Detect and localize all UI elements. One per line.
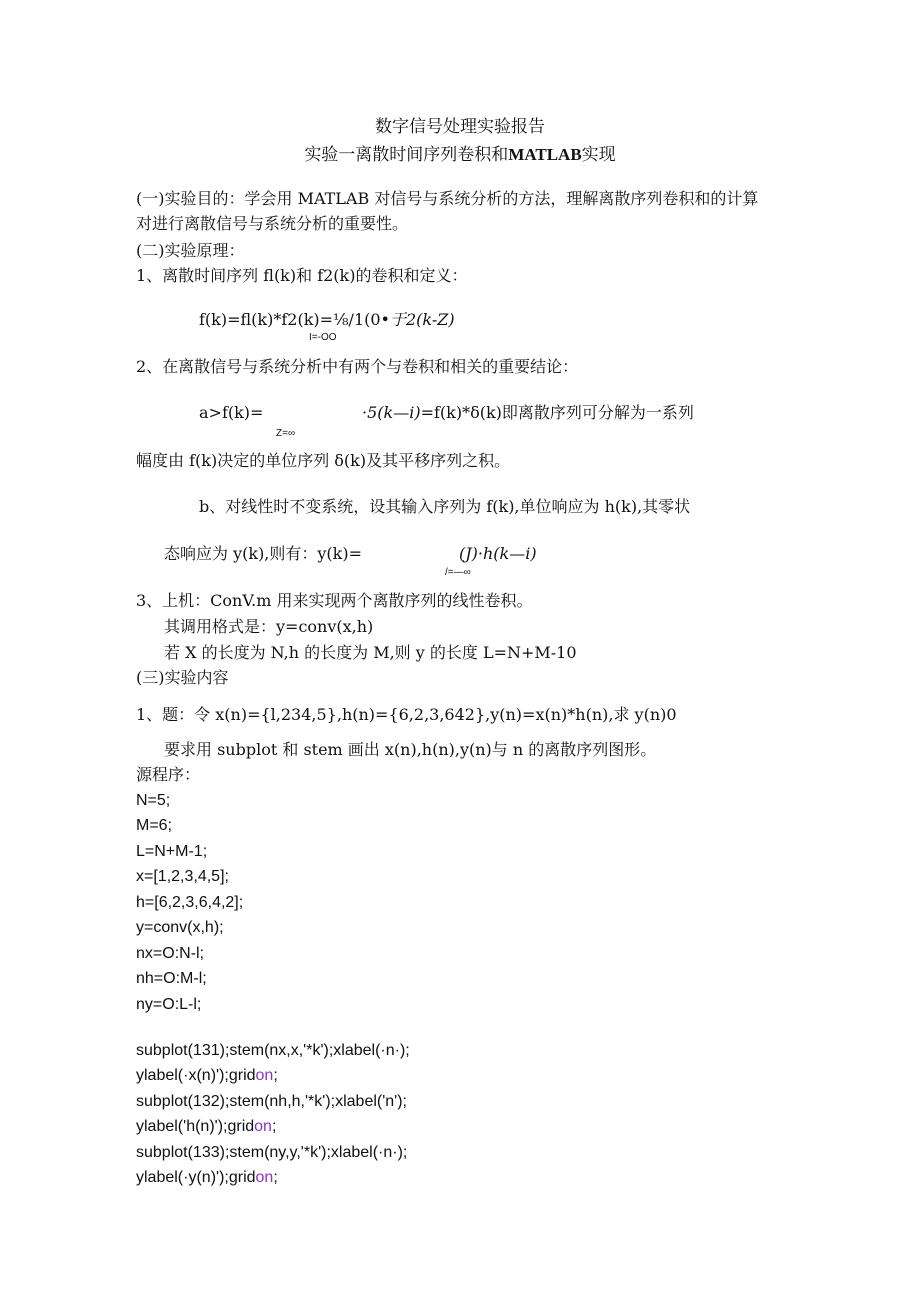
code-line: M=6; bbox=[136, 817, 173, 834]
report-title: 数字信号处理实验报告 bbox=[375, 117, 545, 137]
code-line: L=N+M-1; bbox=[136, 843, 208, 860]
experiment-title-post: 实现 bbox=[581, 145, 616, 165]
code-line: ny=O:L-l; bbox=[136, 996, 202, 1013]
code-grid-3 bbox=[136, 1168, 278, 1188]
code-line: nh=O:M-l; bbox=[136, 970, 207, 987]
source-label: 源程序： bbox=[136, 765, 201, 784]
code-semicolon: ; bbox=[271, 1118, 277, 1135]
purpose-line-2: 对进行离散信号与系统分析的重要性。 bbox=[136, 214, 409, 233]
code-keyword-on: on bbox=[255, 1067, 274, 1084]
formula-sum-limit: I=-OO bbox=[309, 332, 337, 343]
question-1: 1、题：令 x(n)={l,234,5},h(n)={6,2,3,642},y(n)=x(n)*h(n),求 y(n)0 bbox=[136, 705, 677, 724]
formula-main: f(k)=fl(k)*f2(k)=⅛/1(0• bbox=[199, 310, 390, 329]
conv-call-format: 其调用格式是：y=conv(x,h) bbox=[164, 617, 374, 636]
code-semicolon: ; bbox=[273, 1169, 278, 1186]
code-line: h=[6,2,3,6,4,2]; bbox=[136, 894, 244, 911]
conclusion-b-formula: (J)·h(k—i) bbox=[459, 544, 537, 563]
code-line: N=5; bbox=[136, 792, 171, 809]
code-subplot-3: subplot(133);stem(ny,y,'*k');xlabel(·n·); bbox=[136, 1144, 408, 1161]
code-keyword-on: on bbox=[254, 1118, 272, 1135]
principle-item-2: 2、在离散信号与系统分析中有两个与卷积和相关的重要结论： bbox=[136, 357, 579, 376]
experiment-title-pre: 实验一离散时间序列卷积和 bbox=[304, 145, 509, 165]
code-line: x=[1,2,3,4,5]; bbox=[136, 868, 229, 885]
conv-length-note: 若 X 的长度为 N,h 的长度为 M,则 y 的长度 L=N+M-10 bbox=[164, 643, 577, 662]
code-semicolon: ; bbox=[273, 1067, 278, 1084]
code-line: y=conv(x,h); bbox=[136, 919, 224, 936]
convolution-formula bbox=[199, 310, 455, 330]
principle-item-1: 1、离散时间序列 fl(k)和 f2(k)的卷积和定义： bbox=[136, 266, 468, 285]
purpose-line-1: (一)实验目的：学会用 MATLAB 对信号与系统分析的方法，理解离散序列卷积和的计算 bbox=[136, 189, 759, 208]
code-line: nx=O:N-l; bbox=[136, 945, 205, 962]
principle-heading: (二)实验原理： bbox=[136, 241, 245, 260]
code-subplot-2: subplot(132);stem(nh,h,'*k');xlabel('n'); bbox=[136, 1093, 407, 1110]
formula-italic: 于2(k-Z) bbox=[389, 310, 455, 329]
conclusion-a-right bbox=[362, 403, 694, 423]
conclusion-a-sum-limit: Z=∞ bbox=[276, 428, 296, 439]
conclusion-b-line-2: 态响应为 y(k),则有：y(k)= bbox=[164, 544, 363, 563]
conclusion-a-text: =f(k)*δ(k)即离散序列可分解为一系列 bbox=[420, 403, 694, 422]
code-grid-3-text: ylabel(·y(n)');grid bbox=[136, 1169, 256, 1186]
code-grid-2-text: ylabel('h(n)');grid bbox=[136, 1118, 255, 1135]
conclusion-b-sum-limit: /=—∞ bbox=[445, 567, 471, 578]
experiment-title-matlab: MATLAB bbox=[508, 145, 582, 164]
conclusion-a-continued: 幅度由 f(k)决定的单位序列 δ(k)及其平移序列之积。 bbox=[136, 451, 511, 470]
code-subplot-1: subplot(131);stem(nx,x,'*k');xlabel(·n·); bbox=[136, 1042, 410, 1059]
question-requirement: 要求用 subplot 和 stem 画出 x(n),h(n),y(n)与 n 的离散序列图形。 bbox=[164, 740, 657, 759]
principle-item-3: 3、上机：ConV.m 用来实现两个离散序列的线性卷积。 bbox=[136, 591, 533, 610]
code-grid-1-text: ylabel(·x(n)');grid bbox=[136, 1067, 256, 1084]
code-grid-2 bbox=[136, 1117, 276, 1137]
conclusion-a-left: a>f(k)= bbox=[199, 403, 264, 422]
experiment-title bbox=[0, 145, 920, 165]
code-keyword-on: on bbox=[255, 1169, 274, 1186]
conclusion-b-line-1: b、对线性时不变系统，设其输入序列为 f(k),单位响应为 h(k),其零状 bbox=[199, 497, 691, 516]
code-grid-1 bbox=[136, 1066, 278, 1086]
conclusion-a-italic: ·5(k—i) bbox=[362, 403, 421, 422]
content-heading: (三)实验内容 bbox=[136, 668, 229, 687]
